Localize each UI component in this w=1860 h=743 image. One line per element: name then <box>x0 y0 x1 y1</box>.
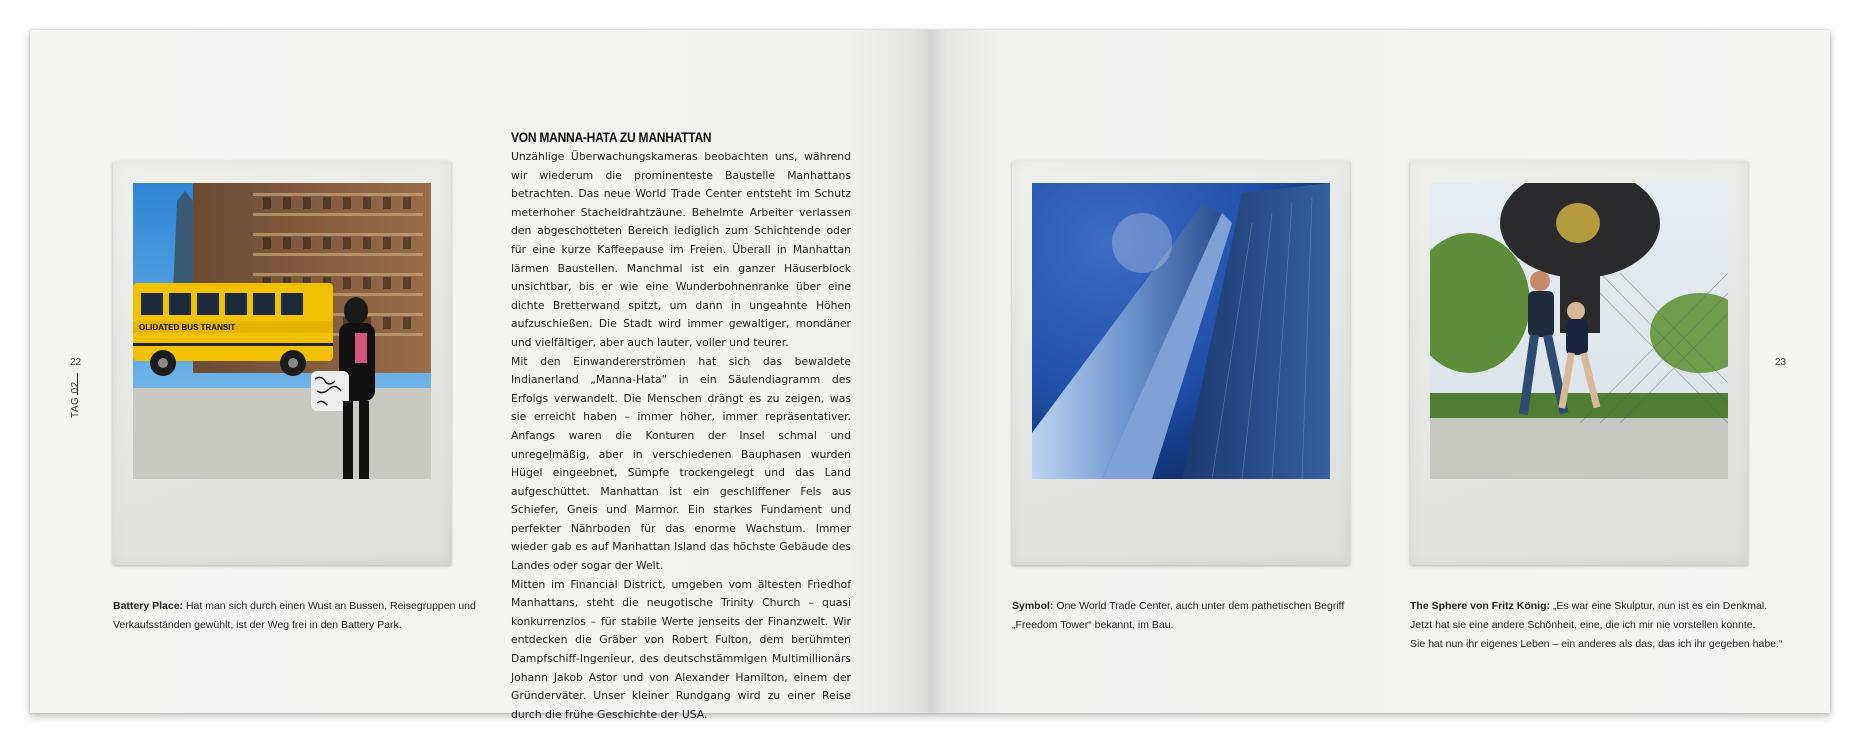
polaroid-frame-bus <box>113 161 451 565</box>
book-spread <box>30 30 1830 721</box>
section-label: TAG 02 <box>70 381 81 418</box>
caption-title: Battery Place: <box>113 600 184 612</box>
article-paragraph: Mitten im Financial District, umgeben vom ältesten Friedhof Manhattans, steht die neugotische Trinity Church – quasi konkurrenzlos – für stabile Werte jenseits der Finanzwelt. Wir entdecken die Gräber von Robert Fulton, dem berühmten Dampfschiff-Ingenieur, des deutschstämmigen Multimillionärs Johann Jakob Astor und von Alexander Hamilton, einem der Gründerväter. Unser kleiner Rundgang wird zu einer Reise durch die frühe Geschichte der USA. <box>511 577 851 721</box>
article-paragraph: Mit den Einwandererströmen hat sich das bewaldete Indianerland „Manna-Hata“ in ein Säulendiagramm des Erfolgs verwandelt. Die Menschen drängt es zu zeigen, was sie erreicht haben – immer höher, immer repräsentativer. Anfangs waren die Konturen der Insel schmal und unregelmäßig, aber in verschiedenen Bauphasen wurden Hügel eingeebnet, Sümpfe trockengelegt und das Land aufgeschüttet. Manhattan ist ein geschliffener Fels aus Schiefer, Gneis und Marmor. Ein starkes Fundament und perfekter Nährboden für das enorme Wachstum. Immer wieder gab es auf Manhattan Island das höchste Gebäude des Landes oder sogar der Welt. <box>511 354 851 573</box>
caption-battery-place <box>113 597 476 635</box>
caption-symbol <box>1012 597 1344 635</box>
bus-lettering: OLIDATED BUS TRANSIT <box>139 323 236 332</box>
caption-sphere <box>1410 597 1782 654</box>
polaroid-frame-sphere <box>1410 161 1748 565</box>
caption-title: The Sphere von Fritz König: <box>1410 600 1551 612</box>
left-page <box>30 30 930 721</box>
caption-text: Hat man sich durch einen Wust an Bussen, Reisegruppen und <box>185 600 476 612</box>
right-page <box>930 30 1830 713</box>
article <box>511 129 851 724</box>
caption-text: One World Trade Center, auch unter dem pathetischen Begriff <box>1056 600 1345 612</box>
caption-text: Verkaufsständen gewühlt, ist der Weg frei in den Battery Park. <box>113 619 402 631</box>
caption-title: Symbol: <box>1012 600 1054 612</box>
polaroid-frame-tower <box>1012 161 1350 565</box>
caption-text: „Es war eine Skulptur, nun ist es ein Denkmal. <box>1552 600 1768 612</box>
article-paragraph: Unzählige Überwachungskameras beobachten uns, während wir wiederum die prominenteste Baustelle Manhattans betrachten. Das neue World Trade Center entsteht im Schutz meterhoher Stacheldrahtzäune. Behelmte Arbeiter verlassen den abgeschotteten Bereich lediglich zum Schichtende oder für eine kurze Kaffeepause im Freien. Überall in Manhattan lärmen Baustellen. Manchmal ist ein ganzer Häuserblock unsichtbar, bis er wie eine Wunderbohnenranke über eine dichte Bretterwand spitzt, um dann in ungeahnte Höhen aufzuschießen. Die Stadt wird immer gewaltiger, mondäner und vielfältiger, aber auch lauter, voller und teurer. <box>511 150 851 349</box>
article-body <box>511 148 851 724</box>
article-headline: VON MANNA-HATA ZU MANHATTAN <box>511 129 712 145</box>
caption-text: Sie hat nun ihr eigenes Leben – ein anderes als das, das ich ihr gegeben habe.“ <box>1410 638 1783 650</box>
school-bus-photo <box>133 183 431 479</box>
page-number-right: 23 <box>1775 357 1787 368</box>
page-number-left: 22 <box>70 357 82 368</box>
caption-text: „Freedom Tower“ bekannt, im Bau. <box>1012 619 1174 631</box>
sphere-sculpture-photo <box>1430 183 1728 479</box>
caption-text: Jetzt hat sie eine andere Schönheit, eine, die ich mir nie vorstellen konnte. <box>1410 619 1756 631</box>
freedom-tower-photo <box>1032 183 1330 479</box>
